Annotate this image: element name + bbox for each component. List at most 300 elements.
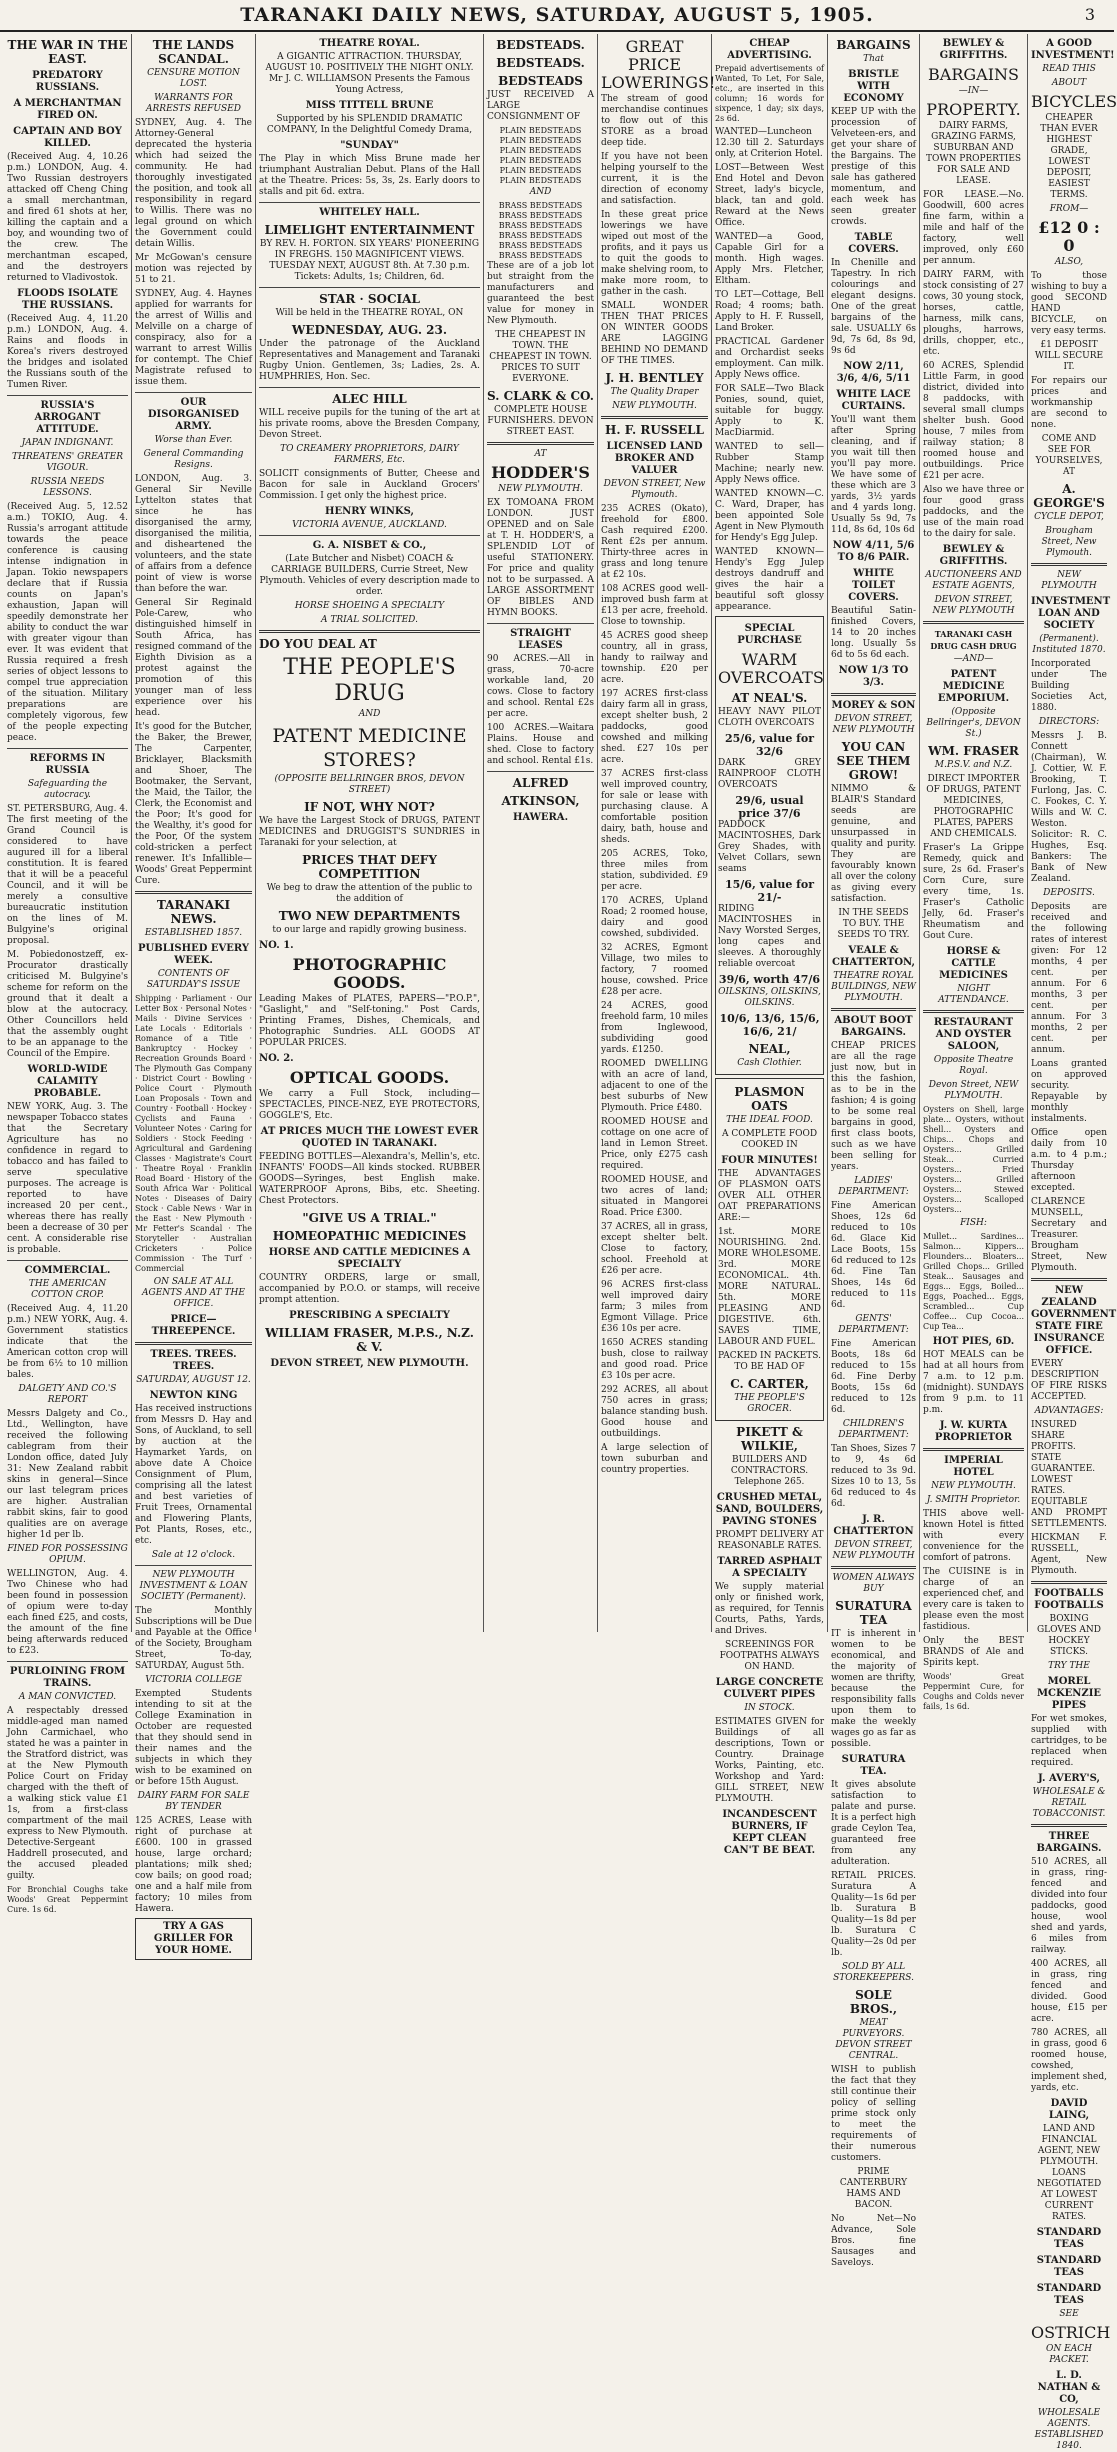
subhead: SEE [1059, 2309, 1079, 2319]
advert-text: DIRECT IMPORTER OF DRUGS, PATENT MEDICINES, PHOTOGRAPHIC PLATES, PAPERS AND CHEMICALS. [926, 774, 1021, 839]
listing: 37 ACRES, all in grass, except shelter belt. Close to factory, school. Freehold at £26 per acre. [601, 1222, 708, 1276]
advert-text: COMPLETE HOUSE FURNISHERS. DEVON STREET EAST. [487, 405, 594, 437]
advert-text: Fraser's La Grippe Remedy, quick and sure, 2s 6d. Fraser's Corn Cure, sure every time, 1s. Fraser's Catholic Jelly, 6d. Fraser's Rheumatism and Gout Cure. [923, 843, 1024, 941]
subhead: DEVON STREET, NEW PLYMOUTH [832, 1540, 915, 1561]
advert-text: Supported by his SPLENDID DRAMATIC COMPANY, In the Delightful Comedy Drama, [266, 114, 473, 135]
subhead: AT [534, 449, 547, 459]
headline: ALFRED [512, 776, 569, 790]
subhead: ON SALE AT ALL AGENTS AND AT THE OFFICE. [142, 1277, 245, 1309]
advert-text: (Late Butcher and Nisbet) COACH & CARRIAGE BUILDERS, Currie Street, New Plymouth. Vehicles of every description made to order. [259, 554, 480, 597]
listing: 510 ACRES, all in grass, ring-fenced and divided into four paddocks, good house, wool shed and yards, 6 miles from railway. [1031, 1857, 1107, 1955]
subhead: Safeguarding the autocracy. [27, 779, 108, 800]
product-line: PLAIN BEDSTEADS [499, 136, 582, 145]
divider [259, 387, 480, 388]
subhead: A MAN CONVICTED. [18, 1692, 117, 1702]
listing: FOR LEASE.—No. Goodwill, 600 acres fine farm, within a mile and half of the factory, well improved, only £60 per annum. [923, 190, 1024, 266]
subhead: RUSSIA NEEDS LESSONS. [30, 477, 105, 498]
subhead: WHOLESALE & RETAIL TOBACCONIST. [1032, 1787, 1106, 1819]
advert-text: For repairs our prices and workmanship are second to none. [1031, 376, 1107, 430]
advert-text: BOXING GLOVES AND HOCKEY STICKS. [1036, 1614, 1102, 1657]
subhead: WHITE TOILET COVERS. [848, 568, 899, 603]
subhead: A TRIAL SOLICITED. [321, 615, 418, 625]
advert-text: Leading Makes of PLATES, PAPERS—"P.O.P.", "Gaslight," and "Self-toning." Post Cards, Printing Frames, Dishes, Chemicals, and Photographic Sundries. ALL GOODS AT POPULAR PRICES. [259, 994, 480, 1048]
newspaper-columns [4, 34, 1117, 2451]
headline: BARGAINS [928, 65, 1019, 84]
advert-text: FEEDING BOTTLES—Alexandra's, Mellin's, etc. INFANTS' FOODS—All kinds stocked. RUBBER GOODS—Syringes, best English make. WATERPROOF Aprons, Bibs, etc. Sheeting. Chest Protectors. [259, 1152, 480, 1206]
headline: YOU CAN SEE THEM GROW! [836, 740, 911, 782]
classified-ad: WANTED—a Good, Capable Girl for a month. High wages. Apply Mrs. Fletcher, Eltham. [715, 232, 824, 286]
article-text: A respectably dressed middle-aged man named John Carmichael, who stated he was a painter in the Stratford district, was at the New Plymouth Police Court on Friday charged with the theft of a walking stick value £1 1s, from a first-class compartment of the mail express to New Plymouth. Detective-Sergeant Haddrell prosecuted, and the accused pleaded guilty. [7, 1706, 128, 1881]
subhead: FROM— [1049, 204, 1089, 214]
advert-text: CLARENCE MUNSELL, Secretary and Treasurer. Brougham Street, New Plymouth. [1031, 1197, 1107, 1273]
subhead: FINED FOR POSSESSING OPIUM. [7, 1544, 128, 1565]
subhead: OUR DISORGANISED ARMY. [147, 397, 240, 432]
advert-text: To those wishing to buy a good SECOND HAND BICYCLE, on very easy terms. [1031, 271, 1107, 336]
divider [259, 535, 480, 536]
article-text: WELLINGTON, Aug. 4. Two Chinese who had been found in possession of opium were to-day each fined £25, and costs, the amount of the fine being afterwards reduced to £23. [7, 1569, 128, 1656]
subhead: SOLD BY ALL STOREKEEPERS. [833, 1962, 914, 1983]
headline: PROPERTY. [926, 100, 1021, 119]
headline: DO YOU DEAL AT [259, 637, 377, 651]
advert-text: Loans granted on approved security. Repayable by monthly instalments. [1031, 1059, 1107, 1124]
subhead: WARRANTS FOR ARRESTS REFUSED [146, 93, 241, 114]
product-line: BRASS BEDSTEADS [498, 241, 583, 250]
subhead: M.P.S.V. and N.Z. [934, 760, 1013, 770]
headline: THE WAR IN THE EAST. [7, 38, 128, 66]
headline: THEATRE ROYAL. [319, 38, 420, 49]
advert-text: SCREENINGS FOR FOOTPATHS ALWAYS ON HAND. [719, 1640, 820, 1672]
subhead: JAPAN INDIGNANT. [21, 438, 114, 448]
price-line: NOW 2/11, 3/6, 4/6, 5/11 [836, 361, 911, 384]
subhead: FOUR MINUTES! [721, 1155, 818, 1166]
headline: PHOTOGRAPHIC GOODS. [292, 955, 447, 992]
headline: PRICES THAT DEFY COMPETITION [302, 853, 437, 881]
subhead: TARRED ASPHALT A SPECIALTY [717, 1556, 822, 1579]
advert-text: Deposits are received and the following rates of interest given: For 12 months, 4 per cent. per annum. For 6 months, 3 per cent. per annum. For 3 months, 2 per cent. per annum. [1031, 902, 1107, 1055]
subhead: NO. 2. [259, 1053, 294, 1064]
divider [923, 1448, 1024, 1451]
classified-ad: WANTED—Luncheon 12.30 till 2. Saturdays only, at Criterion Hotel. [715, 127, 824, 159]
listing: 780 ACRES, all in grass, good 6 roomed house, cowshed, implement shed, yards, etc. [1031, 2028, 1107, 2093]
subhead: DAIRY FARM FOR SALE BY TENDER [137, 1791, 250, 1812]
advert-text: In Chenille and Tapestry. In rich colourings and elegant designs. One of the great bargains of the sale. USUALLY 6s 9d, 7s 6d, 8s 9d, 9s 6d [831, 258, 916, 356]
advert-text: If you have not been helping yourself to the current, it is the direction of economy and satisfaction. [601, 152, 708, 206]
listing: 32 ACRES, Egmont Village, two miles to factory, 7 roomed house, cowshed. Price £28 per acre. [601, 943, 708, 997]
article-text: M. Pobiedonostzeff, ex-Procurator drastically criticised M. Bulgyine's scheme for reform on the ground that it dealt a blow at the autocracy. Other Councillors held that the assembly ought to be an appanage to the Council of the Empire. [7, 950, 128, 1059]
column-2 [132, 34, 256, 1956]
price-line: 15/6, value for 21/- [724, 878, 815, 904]
column-3 [256, 34, 484, 1632]
price-line: 10/6, 13/6, 15/6, 16/6, 21/ [719, 1012, 820, 1038]
advert-text: We carry a Full Stock, including— SPECTACLES, PINCE-NEZ, EYE PROTECTORS, GOGGLE'S, Etc. [259, 1089, 480, 1121]
subhead: (Permanent). Instituted 1870. [1032, 634, 1106, 655]
subhead: DEVON STREET, NEW PLYMOUTH [932, 595, 1015, 616]
subhead: NEW PLYMOUTH. [612, 401, 697, 411]
divider [831, 693, 916, 696]
headline: VEALE & CHATTERTON, [831, 945, 916, 968]
advert-text: The Monthly Subscriptions will be Due and Payable at the Office of the Society, Brougham Street, To-day, SATURDAY, August 5th. [135, 1606, 252, 1671]
advert-text: HOT MEALS can be had at all hours from 7 a.m. to 12 p.m. (midnight). SUNDAYS from 9 p.m. to 11 p.m. [923, 1350, 1024, 1415]
subhead: J. SMITH Proprietor. [926, 1495, 1021, 1505]
price-line: 25/6, value for 32/6 [724, 732, 815, 758]
subhead: PRESCRIBING A SPECIALTY [289, 1310, 450, 1321]
advert-text: A COMPLETE FOOD COOKED IN [721, 1129, 818, 1150]
subhead: General Commanding Resigns. [143, 449, 244, 470]
subhead: ESTABLISHED 1857. [144, 928, 243, 938]
advert-text: Prepaid advertisements of Wanted, To Let, For Sale, etc., are inserted in this column; 16 words for sixpence, 1 day; six days, 2s 6d. [715, 64, 824, 123]
divider [831, 1566, 916, 1569]
headline: BARGAINS [836, 38, 911, 52]
subhead: VICTORIA COLLEGE [145, 1675, 242, 1685]
divider [1031, 1824, 1107, 1827]
divider [7, 1661, 128, 1662]
subhead: WOMEN ALWAYS BUY [832, 1573, 915, 1594]
headline: THREE BARGAINS. [1036, 1831, 1102, 1854]
headline: AT NEAL'S. [731, 691, 808, 705]
subhead: (Opposite Bellringer's, DEVON St.) [926, 707, 1021, 739]
subhead: PRICE— THREEPENCE. [151, 1314, 236, 1337]
subhead: LICENSED LAND BROKER AND VALUER [606, 441, 703, 476]
classified-ad: LOST—Between West End Hotel and Devon Street, lady's bicycle, black, tan and gold. Reward at the News Office. [715, 163, 824, 228]
headline: STANDARD TEAS [1036, 2227, 1102, 2250]
divider [923, 621, 1024, 624]
subhead: A MERCHANTMAN FIRED ON. [13, 98, 122, 121]
advert-box [715, 616, 824, 1075]
headline: NEW ZEALAND GOVERNMENT STATE FIRE INSURANCE OFFICE. [1031, 1285, 1117, 1356]
headline: PATENT MEDICINE STORES? [272, 725, 467, 771]
headline: DAVID LAING, [1048, 2098, 1090, 2121]
classified-ad: PRACTICAL Gardener and Orchardist seeks employment. Can milk. Apply News office. [715, 337, 824, 380]
advert-text: DAIRY FARMS, GRAZING FARMS, SUBURBAN AND TOWN PROPERTIES FOR SALE AND LEASE. [925, 121, 1022, 186]
subhead: TRY THE [1048, 1661, 1090, 1671]
subhead: SPECIAL PURCHASE [737, 623, 802, 646]
advert-text: THE CHEAPEST IN TOWN. THE CHEAPEST IN TOWN. PRICES TO SUIT EVERYONE. [489, 330, 592, 384]
classified-ad: WANTED KNOWN—C. C. Ward, Draper, has been appointed Sole Agent in New Plymouth for Hendy's Egg Julep. [715, 489, 824, 543]
advert-box: TRY A GAS GRILLER FOR YOUR HOME. [135, 1918, 252, 1960]
advert-text: Incorporated under The Building Societies Act, 1880. [1031, 659, 1107, 713]
headline: WILLIAM FRASER, M.P.S., N.Z. & V. [265, 1326, 474, 1354]
subhead: DEVON STREET, New Plymouth. [603, 479, 706, 500]
article-text: (Received Aug. 5, 12.52 a.m.) TOKIO, Aug. 4. Russia's arrogant attitude towards the peace conference is causing intense indignation in Japan. Tokio newspapers declare that if Russia counts on Japan's exhaustion, Japan will speedily demonstrate her ability to conduct the war with greater vigour than ever. It was evident that Russia required a fresh series of object lessons to compel true appreciation of the situation. Military preparations are completely vigorous, few of the people expecting peace. [7, 502, 128, 743]
headline: NEAL, [748, 1042, 791, 1056]
listing: 197 ACRES first-class dairy farm all in grass, except shelter bush, 2 paddocks, good cowshed and milking shed. £27 10s per acre. [601, 689, 708, 765]
subhead: THREATENS' GREATER VIGOUR. [11, 452, 124, 473]
price-headline: £12 0 : 0 [1038, 218, 1100, 255]
headline: OSTRICH [1031, 2323, 1111, 2342]
headline: BICYCLES [1031, 92, 1117, 111]
subhead: TABLE COVERS. [848, 232, 899, 255]
divider [1031, 1278, 1107, 1281]
advert-text: Beautiful Satin-finished Covers, 14 to 20 inches long. Usually 5s 6d to 5s 6d each. [831, 606, 916, 660]
subhead: HORSE SHOEING A SPECIALTY [294, 601, 445, 611]
subhead: NO. 1. [259, 940, 294, 951]
subhead: NEWTON KING [149, 1390, 238, 1401]
divider [259, 202, 480, 203]
subhead: ALSO, [1054, 257, 1084, 267]
divider [7, 395, 128, 396]
price-line: NOW 4/11, 5/6 TO 8/6 PAIR. [832, 540, 915, 563]
headline: HOMEOPATHIC MEDICINES [272, 1229, 467, 1243]
advert-text: These are of a job lot but straight from the manufacturers and guaranteed the best value for money in New Plymouth. [487, 261, 594, 326]
subhead: THE PEOPLE'S GROCER. [734, 1393, 805, 1414]
listing: 60 ACRES, Splendid Little Farm, in good district, divided into 8 paddocks, with several small clumps shelter bush. Good house, 7 miles from railway station; 8 roomed house and outbuildings. Price £21 per acre. [923, 361, 1024, 481]
divider [259, 287, 480, 288]
subhead: CENSURE MOTION LOST. [147, 68, 240, 89]
advert-text: RETAIL PRICES. Suratura A Quality—1s 6d per lb. Suratura B Quality—1s 8d per lb. Suratura C Quality—2s 0d per lb. [831, 1871, 916, 1958]
advert-text: IN THE SEEDS TO BUY. THE SEEDS TO TRY. [837, 908, 910, 940]
advert-text: THE ADVANTAGES OF PLASMON OATS OVER ALL OTHER OAT PREPARATIONS ARE:— [718, 1169, 821, 1223]
listing: ROOMED DWELLING with an acre of land, adjacent to one of the best suburbs of New Plymouth. Price £480. [601, 1059, 708, 1113]
headline: S. CLARK & CO. [487, 389, 594, 403]
subhead: OILSKINS, OILSKINS, OILSKINS. [718, 987, 821, 1008]
advert-text: THIS above well-known Hotel is fitted with every convenience for the comfort of patrons. [923, 1509, 1024, 1563]
subhead: NEW PLYMOUTH INVESTMENT & LOAN SOCIETY (Permanent). [139, 1570, 248, 1602]
subhead: PURLOINING FROM TRAINS. [9, 1666, 126, 1689]
subhead: VICTORIA AVENUE, AUCKLAND. [292, 520, 447, 530]
advert-text: It's good for the Butcher, the Baker, the Brewer, The Carpenter, Bricklayer, Blacksmith and Shoer, The Bootmaker, the Servant, the Maid, the Tailor, the Clerk, the Economist and the Poor; It's good for the Wealthy, it's good for the Poor, Of the system cold-stricken a perfect renewer. It's Infallible—Woods' Great Peppermint Cure. [135, 722, 252, 886]
advert-text: In these great price lowerings we have wiped out most of the profits, and it pays us to quit the goods to make shelving room, to make more room, to gather in the cash. [601, 210, 708, 297]
subhead: FLOODS ISOLATE THE RUSSIANS. [17, 288, 118, 311]
product-line: BRASS BEDSTEADS [498, 251, 583, 260]
headline: STAR · SOCIAL [319, 292, 420, 306]
divider [487, 442, 594, 445]
advert-text: We have the Largest Stock of DRUGS, PATENT MEDICINES and DRUGGIST'S SUNDRIES in Taranaki for your selection, at [259, 816, 480, 848]
divider [7, 1260, 128, 1261]
subhead: LADIES' DEPARTMENT: [838, 1176, 909, 1197]
product-line: BRASS BEDSTEADS [498, 231, 583, 240]
advert-text: You'll want them after Spring cleaning, and if you wait till then you'll pay more. We have some of these which are 3 yards, 3½ yards and 4 yards long. Usually 5s 9d, 7s 11d, 8s 6d, 10s 6d [831, 415, 916, 535]
advert-text: BY REV. H. FORTON. SIX YEARS' PIONEERING IN FREGHS. 150 MAGNIFICENT VIEWS. TUESDAY NEXT, AUGUST 8th. At 7.30 p.m. Tickets: Adults, 1s; Children, 6d. [259, 239, 480, 282]
advert-text: For Bronchial Coughs take Woods' Great Peppermint Cure. 1s 6d. [7, 1885, 128, 1914]
advert-text: JUST RECEIVED A LARGE CONSIGNMENT OF [487, 90, 594, 122]
headline: TWO NEW DEPARTMENTS [278, 909, 461, 923]
subhead: AUCTIONEERS AND ESTATE AGENTS, [925, 570, 1022, 591]
headline: L. D. NATHAN & CO, [1037, 2370, 1101, 2405]
subhead: DEVON STREET, NEW PLYMOUTH [832, 714, 915, 735]
headline: PIKETT & WILKIE, [736, 1425, 803, 1453]
advert-text: Office open daily from 10 a.m. to 4 p.m.; Thursday afternoon excepted. [1031, 1128, 1107, 1193]
advert-text: The stream of good merchandise continues to flow out of this STORE as a broad deep tide. [601, 94, 708, 148]
advert-text: 1st. MORE NOURISHING. 2nd. MORE WHOLESOME. 3rd. MORE ECONOMICAL. 4th. MORE NATURAL. 5th. MORE PLEASING AND DIGESTIVE. 6th. SAVES TIME, LABOUR AND FUEL. [718, 1227, 821, 1347]
advert-text: WISH to publish the fact that they still continue their policy of selling prime stock only to meet the requirements of their numerous customers. [831, 2065, 916, 2163]
product-line: BRASS BEDSTEADS [498, 201, 583, 210]
advert-text: ESTIMATES GIVEN for Buildings of all descriptions, Town or Country. Drainage Works, Painting, etc. Workshop and Yard: GILL STREET, NEW PLYMOUTH. [715, 1717, 824, 1804]
subhead: TREES. TREES. TREES. [150, 1349, 237, 1372]
advert-text: Will be held in the THEATRE ROYAL, ON [275, 308, 464, 318]
subhead: REFORMS IN RUSSIA [29, 753, 106, 776]
headline: BEWLEY & GRIFFITHS. [939, 544, 1008, 567]
headline: TARANAKI NEWS. [156, 898, 231, 926]
subhead: —AND— [953, 654, 994, 664]
advert-box [715, 1078, 824, 1421]
subhead: J. W. KURTA PROPRIETOR [934, 1420, 1013, 1443]
headline: OPTICAL GOODS. [289, 1068, 450, 1087]
subhead: AND [529, 187, 552, 197]
advert-text: Fine American Boots, 18s 6d reduced to 15s 6d. Fine Derby Boots, 15s 6d reduced to 12s 6d. [831, 1339, 916, 1415]
subhead: —IN— [958, 86, 989, 96]
advert-text: INSURED SHARE PROFITS. STATE GUARANTEE. LOWEST RATES. EQUITABLE AND PROMPT SETTLEMENTS. [1031, 1420, 1107, 1529]
subhead: NEW PLYMOUTH [1041, 570, 1097, 591]
headline: SOLE BROS., [849, 1988, 898, 2016]
listing: 24 ACRES, good freehold farm, 10 miles from Inglewood, subdividing good yards. £1250. [601, 1001, 708, 1055]
headline: FOOTBALLS FOOTBALLS [1034, 1588, 1104, 1611]
advert-text: CHEAPER THAN EVER HIGHEST GRADE, LOWEST DEPOSIT, EASIEST TERMS. [1040, 113, 1098, 200]
headline: ALEC HILL [332, 392, 407, 406]
advert-text: LAND AND FINANCIAL AGENT, NEW PLYMOUTH. LOANS NEGOTIATED AT LOWEST CURRENT RATES. [1036, 2124, 1102, 2222]
article-text: SYDNEY, Aug. 4. Haynes applied for warrants for the arrest of Willis and Melville on a charge of conspiracy, also for a warrant to arrest Willis for contempt. The Chief Magistrate refused to issue them. [135, 289, 252, 387]
subhead: "SUNDAY" [340, 140, 399, 151]
headline: GREAT PRICE LOWERINGS! [601, 37, 716, 92]
subhead: RUSSIA'S ARROGANT ATTITUDE. [34, 400, 101, 435]
advert-text: Has received instructions from Messrs D. Hay and Sons, of Auckland, to sell by auction at the Haymarket Yards, on above date A Choice Consignment of Plum, comprising all the latest and best varieties of Fruit Trees, Ornamental and Flowering Plants, Pot Plants, Roses, etc., etc. [135, 1404, 252, 1546]
advert-text: Under the patronage of the Auckland Representatives and Management and Taranaki Rugby Union. Gentlemen, 3s; Ladies, 2s. A. HUMPHRIES, Hon. Sec. [259, 339, 480, 382]
advert-text: PADDOCK MACINTOSHES, Dark Grey Shades, with Velvet Collars, sewn seams [718, 820, 821, 874]
advert-text: COME AND SEE FOR YOURSELVES, AT [1035, 434, 1103, 477]
advert-text: £1 DEPOSIT WILL SECURE IT. [1034, 340, 1104, 372]
subhead: THEATRE ROYAL BUILDINGS, NEW PLYMOUTH. [831, 971, 916, 1003]
subhead: TO CREAMERY PROPRIETORS, DAIRY FARMERS, Etc. [280, 444, 459, 465]
subhead: GENTS' DEPARTMENT: [838, 1314, 909, 1335]
article-text: (Received Aug. 4, 10.26 p.m.) LONDON, Aug. 4. Two Russian destroyers attacked off Cheng Ching a small merchantman, and fired 61 shots at her, killing the captain and a boy, and wounding two of the crew. The merchantman escaped, and the destroyers returned to Vladivostok. [7, 152, 128, 283]
subhead: CYCLE DEPOT, [1034, 512, 1104, 522]
subhead: AND [358, 709, 381, 719]
headline: A. GEORGE'S [1033, 482, 1105, 510]
divider [259, 630, 480, 633]
subhead: CAPTAIN AND BOY KILLED. [13, 126, 122, 149]
advert-text: CHEAP PRICES are all the rage just now, but in this the fashion, as to be in the fashion; 4 is going to be some real bargains in good, first class boots, such as we have been selling for years. [831, 1041, 916, 1172]
subhead: READ THIS [1042, 64, 1096, 74]
subhead: WHITELEY HALL. [319, 207, 420, 218]
classified-ad: FOR SALE—Two Black Ponies, sound, quiet, suitable for buggy. Apply to K. MacDiarmid. [715, 384, 824, 438]
subhead: THE IDEAL FOOD. [726, 1115, 813, 1125]
article-text: SYDNEY, Aug. 4. The Attorney-General deprecated the hysteria which had seized the community. He had thoroughly investigated the position, and took all responsibility in regard to Willis. There was no legal ground on which the Government could detain Willis. [135, 118, 252, 249]
subhead: WHITE LACE CURTAINS. [836, 389, 911, 412]
headline: INVESTMENT LOAN AND SOCIETY [1031, 596, 1111, 631]
headline: LIMELIGHT ENTERTAINMENT [264, 223, 475, 237]
column-8 [920, 34, 1028, 1711]
divider [1031, 563, 1107, 566]
subhead: THE AMERICAN COTTON CROP. [28, 1279, 107, 1300]
subhead: SURATURA TEA. [841, 1754, 906, 1777]
headline: "GIVE US A TRIAL." [302, 1211, 437, 1225]
listing: 1650 ACRES standing bush, close to railway and good road. Price £3 10s per acre. [601, 1338, 708, 1381]
headline: STRAIGHT LEASES [510, 628, 571, 651]
advert-text: to our large and rapidly growing business. [272, 925, 467, 935]
headline: STANDARD TEAS [1036, 2255, 1102, 2278]
article-text: General Sir Reginald Pole-Carew, who distinguished himself in South Africa, has resigned command of the Eighth Division as a protest against the promotion of this younger man of less experience over his head. [135, 598, 252, 718]
subhead: HENRY WINKS, [325, 506, 414, 517]
subhead: ON EACH PACKET. [1046, 2344, 1092, 2365]
article-text: (Received Aug. 4, 11.20 p.m.) NEW YORK, Aug. 4. Government statistics indicate that the American cotton crop will be from 6½ to 10 million bales. [7, 1304, 128, 1380]
headline: H. F. RUSSELL [605, 423, 704, 437]
divider [135, 1565, 252, 1566]
article-text: Mr McGowan's censure motion was rejected by 51 to 21. [135, 253, 252, 285]
listing: 205 ACRES, Toko, three miles from station, subdivided. £9 per acre. [601, 849, 708, 892]
price-line: 39/6, worth 47/6 [718, 973, 821, 986]
divider [135, 1342, 252, 1345]
advert-text: For wet smokes, supplied with cartridges, to be replaced when required. [1031, 1714, 1107, 1768]
headline: BEWLEY & GRIFFITHS. [939, 38, 1008, 61]
classified-ad: WANTED KNOWN—Hendy's Egg Julep destroys dandruff and gives the hair a beautiful soft glossy appearance. [715, 547, 824, 612]
advert-text: HICKMAN F. RUSSELL, Agent, New Plymouth. [1031, 1533, 1107, 1576]
advert-text: The CUISINE is in charge of an experienced chef, and every care is taken to please even the most fastidious. [923, 1567, 1024, 1632]
subhead: (OPPOSITE BELLRINGER BROS, DEVON STREET) [274, 774, 465, 795]
headline: CHEAP ADVERTISING. [727, 38, 812, 61]
headline: BEDSTEADS. [496, 56, 585, 70]
masthead: TARANAKI DAILY NEWS, SATURDAY, AUGUST 5, 1905. [0, 0, 1114, 32]
subhead: DEVON STREET, NEW PLYMOUTH. [270, 1358, 469, 1369]
subhead: PUBLISHED EVERY WEEK. [138, 943, 249, 966]
subhead: ABOUT [1051, 78, 1087, 88]
subhead: The Quality Draper [610, 387, 699, 397]
classified-ad: TO LET—Cottage, Bell Road; 4 rooms; bath. Apply to H. F. Russell, Land Broker. [715, 290, 824, 333]
advert-text: 125 ACRES, Lease with right of purchase at £600. 100 in grassed house, large orchard; plantations; milk shed; cow bails; on good road; one and a half mile from factory; 10 miles from Hawera. [135, 1816, 252, 1914]
subhead: PREDATORY RUSSIANS. [32, 70, 103, 93]
subhead: That [863, 54, 884, 64]
listing: 37 ACRES first-class well improved country, for sale or lease with purchasing clause. A comfortable position dairy, bath, house and sheds. [601, 769, 708, 845]
headline: SURATURA TEA [835, 1599, 912, 1627]
advert-text: EX TOMOANA FROM LONDON. JUST OPENED and on Sale at T. H. HODDER'S, a SPLENDID LOT of useful STATIONERY. For price and quality not to be surpassed. A LARGE ASSORTMENT OF BIBLES AND HYMN BOOKS. [487, 498, 594, 618]
listing: 292 ACRES, all about 750 acres in grass; balance standing bush. Good house and outbuildings. [601, 1385, 708, 1439]
advert-text: Fine American Shoes, 12s 6d reduced to 10s 6d. Glace Kid Lace Boots, 15s 6d reduced to 12s 6d. Fine Tan Shoes, 14s 6d reduced to 11s 6d. [831, 1201, 916, 1310]
listing: ROOMED HOUSE, and two acres of land; situated in Mangorei Road. Price £300. [601, 1175, 708, 1218]
article-text: NEW YORK, Aug. 3. The newspaper Tobacco states that the Secretary Agriculture has no confidence in regard to tobacco and has failed to serve speculative purposes. The acreage is reported to have increased 20 per cent., whereas there has really been a decrease of 30 per cent. A considerable rise is probable. [7, 1102, 128, 1255]
advert-text: We beg to draw the attention of the public to the addition of [266, 883, 473, 904]
price-line: NOW 1/3 TO 3/3. [838, 665, 909, 688]
subhead: ADVANTAGES: [1034, 1406, 1104, 1416]
column-9 [1028, 34, 1117, 2451]
product-line: BRASS BEDSTEADS [498, 211, 583, 220]
advert-text: PACKED IN PACKETS. TO BE HAD OF [718, 1351, 821, 1372]
column-4 [484, 34, 598, 1632]
listing: 45 ACRES good sheep country, all in grass, handy to railway and township. £20 per acre. [601, 631, 708, 685]
subhead: BRISTLE WITH ECONOMY [843, 69, 904, 104]
subhead: IN STOCK. [744, 1703, 795, 1713]
article-text: ST. PETERSBURG, Aug. 4. The first meeting of the Grand Council is considered to have augured ill for a liberal constitution. It is feared that it will be a peaceful Council, and it will be merely a consultive bureaucratic institution on the lines of M. Bulgyine's original proposal. [7, 804, 128, 946]
advert-text: DARK GREY RAINPROOF CLOTH OVERCOATS [718, 758, 821, 790]
subhead: MISS TITTELL BRUNE [305, 100, 434, 111]
listing: 96 ACRES first-class well improved dairy farm; 3 miles from Egmont Village. Price £36 10s per acre. [601, 1280, 708, 1334]
divider [7, 748, 128, 749]
listing: ROOMED HOUSE and cottage on one acre of land in Lemon Street. Price, only £275 cash required. [601, 1117, 708, 1171]
advert-text: SMALL WONDER THEN THAT PRICES ON WINTER GOODS ARE LAGGING BEHIND NO DEMAND OF THE TIMES. [601, 301, 708, 366]
advert-text: COUNTRY ORDERS, large or small, accompanied by P.O.O. or stamps, will receive prompt attention. [259, 1273, 480, 1305]
advert-text: HEAVY NAVY PILOT CLOTH OVERCOATS [718, 707, 821, 728]
subhead: DIRECTORS: [1038, 717, 1100, 727]
subhead: DEPOSITS. [1043, 888, 1095, 898]
subhead: Cash Clothier. [737, 1058, 802, 1068]
headline: HODDER'S [491, 463, 590, 482]
subhead: HOT PIES, 6D. [932, 1336, 1015, 1347]
advert-text: We supply material only or finished work, as required, for Tennis Courts, Paths, Yards, and Drives. [715, 1582, 824, 1636]
listing: 400 ACRES, all in grass, ring fenced and divided. Good house, £15 per acre. [1031, 1959, 1107, 2024]
subhead: WHOLESALE AGENTS. ESTABLISHED 1840. [1034, 2408, 1104, 2451]
page-number: 3 [1084, 5, 1095, 24]
subhead: NIGHT ATTENDANCE. [938, 984, 1009, 1005]
headline: IF NOT, WHY NOT? [304, 800, 435, 814]
advert-text: Tan Shoes, Sizes 7 to 9, 4s 6d reduced to 3s 9d. Sizes 10 to 13, 5s 6d reduced to 4s 6d. [831, 1444, 916, 1509]
advert-text: BUILDERS AND CONTRACTORS. Telephone 265. [730, 1455, 809, 1487]
subhead: INCANDESCENT BURNERS, IF KEPT CLEAN CAN'T BE BEAT. [722, 1809, 817, 1856]
headline: IMPERIAL HOTEL [944, 1455, 1003, 1478]
subhead: NEW PLYMOUTH. [498, 484, 583, 494]
headline: WARM OVERCOATS [718, 650, 824, 687]
divider [135, 392, 252, 393]
advert-text: A GIGANTIC ATTRACTION. THURSDAY, AUGUST 10. POSITIVELY THE NIGHT ONLY. Mr J. C. WILLIAMSON Presents the Famous Young Actress, [265, 52, 474, 95]
divider [923, 1010, 1024, 1013]
subhead: COMMERCIAL. [24, 1265, 111, 1276]
listing: 170 ACRES, Upland Road; 2 roomed house, dairy and good cowshed, subdivided. [601, 896, 708, 939]
